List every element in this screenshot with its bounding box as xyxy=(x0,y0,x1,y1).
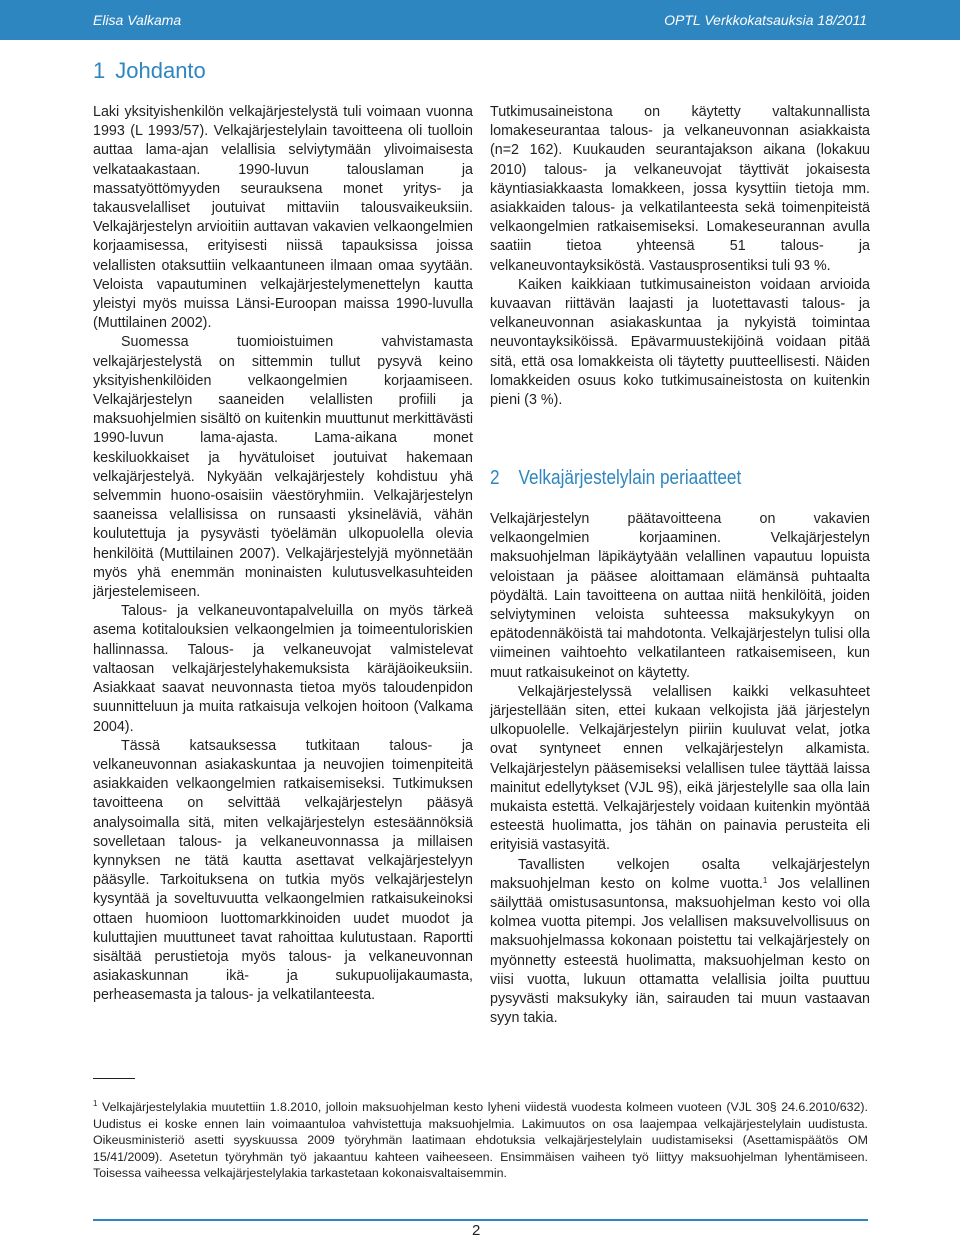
left-column xyxy=(93,103,473,1006)
page-header xyxy=(0,0,960,40)
paragraph: Talous- ja velkaneuvontapalveluilla on myös tärkeä asema kotitalouksien velkaongelmien ja toimeentuloriskien hallinnassa. Talous- ja velkaneuvojat valmistelevat valtaosan velkajärjestelyhakemuksista käräjäoikeuksiin. Asiakkaat saavat neuvonnasta tietoa myös taloudenpidon suunnitteluun ja muita ratkaisuja velkojen hoitoon (Valkama 2004). xyxy=(93,603,473,735)
paragraph: Velkajärjestelyn päätavoitteena on vakavien velkaongelmien korjaaminen. Velkajärjestelyn maksuohjelman läpikäytyään velallinen vapautuu lopuista veloistaan ja pääsee aloittamaan elämänsä puhtaalta pöydältä. Lain tavoitteena on auttaa niitä henkilöitä, joiden selviytyminen veloista suhteessa maksukykyyn on epätodennäköistä tai mahdotonta. Velkajärjestelyn tulisi olla viimeinen vaihtoehto velkatilanteen ratkaisemiseen, kun muut ratkaisukeinot on käytetty. xyxy=(490,511,870,681)
section-2-title: Velkajärjestelylain periaatteet xyxy=(518,467,742,489)
section-1-title: Johdanto xyxy=(115,58,206,83)
paragraph: Kaiken kaikkiaan tutkimusaineiston voidaan arvioida kuvaavan riittävän laajasti ja luotettavasti talous- ja velkaneuvonnan asiakaskuntaa ja nykyistä toimintaa neuvontayksiköissä. Epävarmuustekijöinä voidaan pitää sitä, että osa lomakkeista oli täytetty puutteellisesti. Näiden lomakkeiden osuus koko tutkimusaineistosta on kuitenkin pieni (3 %). xyxy=(490,276,870,409)
paragraph-text: Jos velallinen säilyttää omistusasuntonsa, maksuohjelman kesto voi olla kolmea vuotta pitempi. Jos velallisen maksuvelvollisuus on maksuohjelmassa kokonaan poistettu tai velkajärjestely on myönnetty esteestä huolimatta, maksuohjelman kesto on viisi vuotta, lukuun ottamatta velallisia joilta puuttuu pysyvästi maksukyky iän, sairauden tai muun vastaavan syyn takia. xyxy=(490,875,870,1027)
section-1-heading xyxy=(93,58,206,84)
page-footer-rule xyxy=(93,1219,868,1221)
paragraph xyxy=(490,856,870,1029)
paragraph: Tässä katsauksessa tutkitaan talous- ja velkaneuvonnan asiakaskuntaa ja neuvojien toimenpiteitä asiakkaiden velkaongelmien ratkaisemiseksi. Tutkimuksen tavoitteena on selvittää velkajärjestelyn pääsyä analysoimalla sitä, miten velkajärjestelyn estesäännöksiä sovelletaan talous- ja velkaneuvonnassa ja millaisen kynnyksen ne tätä kautta asettavat velkajärjestelyyn pääsylle. Tarkoituksena on tutkia myös velkajärjestelyn kysyntää ja soveltuvuutta velkaongelmien ratkaisukeinoksi ottaen huomioon luottomarkkinoiden uudet muodot ja kuluttajien muuttuneet tavat rahoittaa kulutustaan. Raportti sisältää perustietoja myös talous- ja velkaneuvonnan asiakaskunnan ikä- ja sukupuolijakaumasta, perheasemasta ja talous- ja velkatilanteesta. xyxy=(93,737,473,1004)
paragraph: Laki yksityishenkilön velkajärjestelystä tuli voimaan vuonna 1993 (L 1993/57). Velkajärjestelylain tavoitteena oli tuolloin auttaa lama-ajan velallisia selviytymään ylivoimaisesta velkataakastaan. 1990-luvun talouslaman ja massatyöttömyyden seurauksena monet yritys- ja takausvelalliset joutuivat mittaviin talousvaikeuksiin. Velkajärjestelyn arvioitiin auttavan vakavien velkaongelmien korjaamisessa, erityisesti niissä tapauksissa joissa velallisten otaksuttiin velkaantuneen ilmaan omaa syytään. Veloista vapautuminen velkajärjestelymenettelyn kautta yleistyi myös muissa Länsi-Euroopan maissa 1990-luvulla (Muttilainen 2002). xyxy=(93,104,473,332)
header-series: OPTL Verkkokatsauksia 18/2011 xyxy=(664,12,867,28)
footnote-marker: 1 xyxy=(93,1099,98,1108)
paragraph-text: Tavallisten velkojen osalta velkajärjestelyn maksuohjelman kesto on kolme vuotta. xyxy=(490,856,870,892)
section-2-heading xyxy=(490,466,741,490)
footnote xyxy=(93,1099,868,1182)
paragraph: Tutkimusaineistona on käytetty valtakunnallista lomakeseurantaa talous- ja velkaneuvonnan asiakkaista (n=2 162). Kuukauden seurantajakson aikana (lokakuu 2010) talous- ja velkaneuvojat täyttivät jokaisesta käyntiasiakkaasta lomakkeen, jossa kysyttiin tietoja mm. asiakkaiden talous- ja velkatilanteesta sekä toimenpiteistä velkaongelmien ratkaisemiseksi. Lomakeseurannan avulla saatiin tietoa yhteensä 51 talous- ja velkaneuvontayksiköstä. Vastausprosentiksi tuli 93 %. xyxy=(490,104,870,274)
paragraph: Velkajärjestelyssä velallisen kaikki velkasuhteet järjestellään siten, ettei kukaan velkojista jää järjestelyn ulkopuolelle. Velkajärjestelyn piiriin kuuluvat velat, jotka ovat syntyneet ennen velkajärjestelyn alkamista. Velkajärjestelyn pääsemiseksi velallisen tulee täyttää laissa mainitut edellytykset (VJL 9§), eikä järjestelylle saa olla lain mukaista estettä. Velkajärjestely voidaan kuitenkin myöntää esteestä huolimatta, jos tähän on painavia perusteita eli erityisiä vastasyitä. xyxy=(490,683,870,854)
right-column-intro xyxy=(490,103,870,410)
section-2-number: 2 xyxy=(490,467,500,489)
footnote-reference[interactable]: 1 xyxy=(762,875,768,885)
page-number: 2 xyxy=(472,1222,481,1239)
footnote-text: Velkajärjestelylakia muutettiin 1.8.2010, jolloin maksuohjelman kesto lyheni viidestä vuodesta kolmeen vuoteen (VJL 30§ 24.6.2010/632). Uudistus ei koske ennen lain voimaantuloa vahvistettuja maksuohjelmia. Lakimuutos on osa laajempaa velkajärjestelylain uudistusta. Oikeusministeriö asetti syyskuussa 2009 työryhmän laatimaan ehdotuksia velkajärjestelylain uudistamiseksi (Asettamispäätös OM 15/41/2009). Asetetun työryhmän työ jakaantuu kahteen vaiheeseen. Ensimmäisen vaiheen työ liittyy maksuohjelman lyhentämiseen. Toisessa vaiheessa velkajärjestelylakia tarkastetaan kokonaisvaltaisemmin. xyxy=(93,1100,868,1181)
footnote-divider xyxy=(93,1078,135,1079)
section-1-number: 1 xyxy=(93,58,106,83)
right-column-section-2 xyxy=(490,510,870,1028)
header-author: Elisa Valkama xyxy=(93,12,182,28)
paragraph: Suomessa tuomioistuimen vahvistamasta velkajärjestelystä on sittemmin tullut pysyvä keino yksityishenkilöiden velkaongelmien korjaamiseen. Velkajärjestelyn saaneiden velallisten profiili ja maksuohjelmien sisältö on kuitenkin muuttunut merkittävästi 1990-luvun lama-ajasta. Lama-aikana monet keskiluokkaiset ja hyvätuloiset joutuivat hakemaan velkajärjestelyä. Nykyään velkajärjestely kohdistuu yhä selvemmin huono-osaisiin väestöryhmiin. Velkajärjestelyn saaneissa velallisissa on runsaasti yksineläviä, vähän koulutettuja ja pysyvästi työelämän ulkopuolella olevia henkilöitä (Muttilainen 2007). Velkajärjestelyjä myönnetään myös yhä enemmän moninaisten kulutusvelkasuhteiden järjestelemiseen. xyxy=(93,334,473,601)
